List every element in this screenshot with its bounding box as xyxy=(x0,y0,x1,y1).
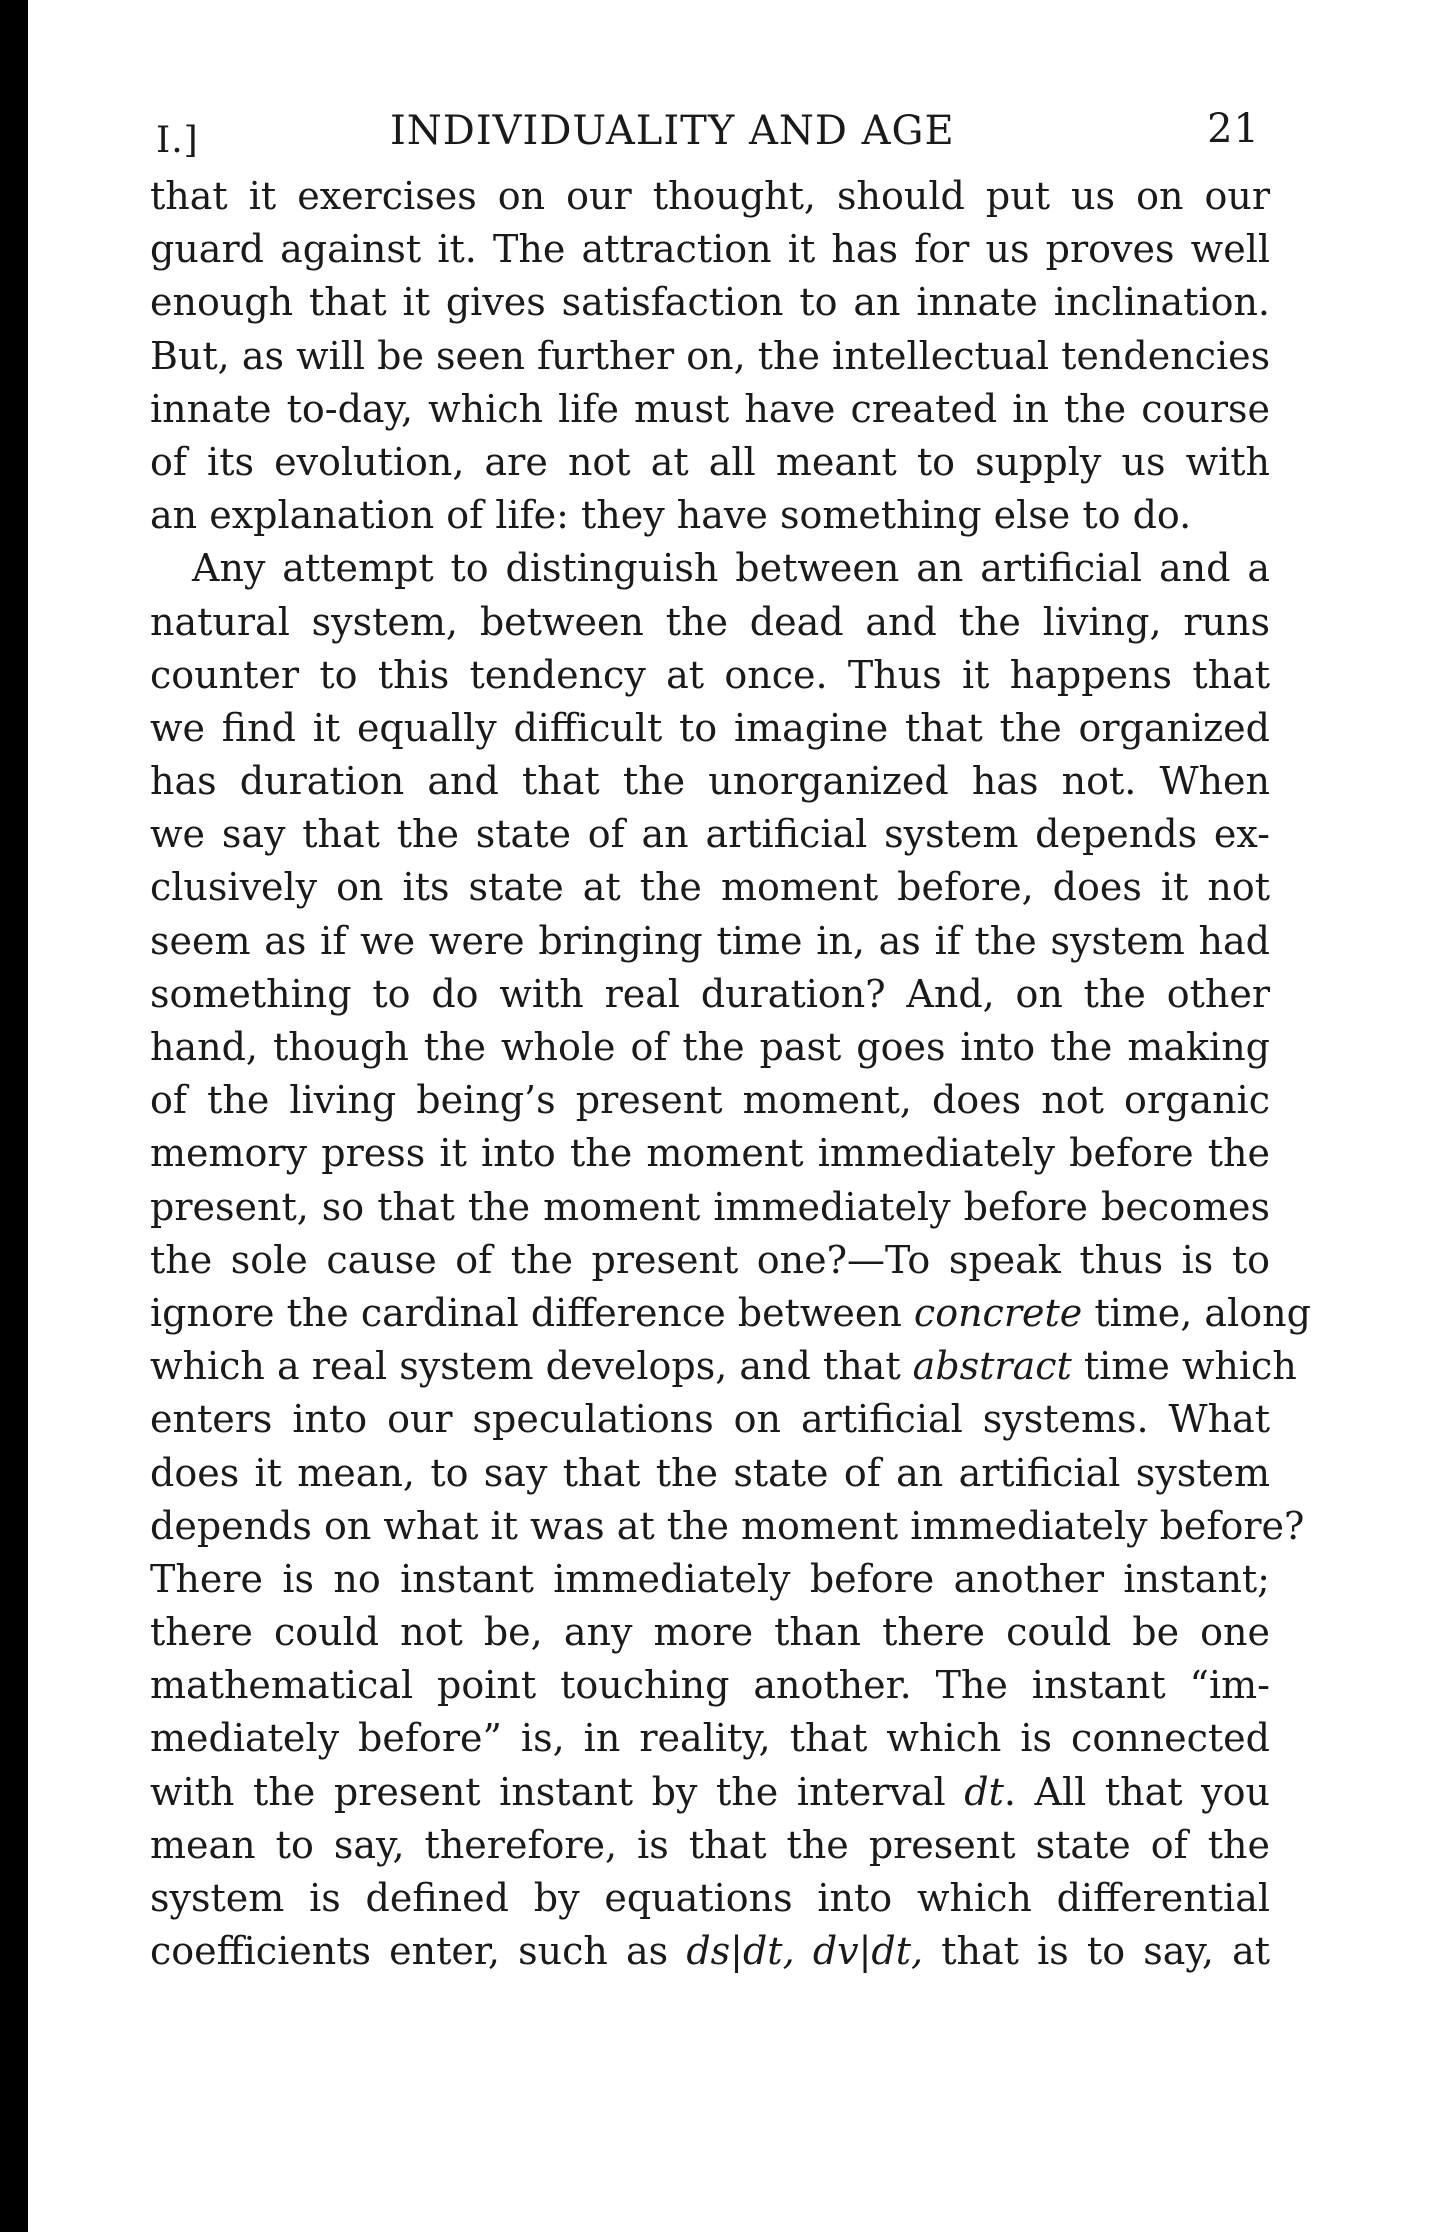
text-line: enters into our speculations on artificial systems. What xyxy=(150,1397,1270,1442)
text-line: memory press it into the moment immediately before the xyxy=(150,1131,1270,1176)
italic-term: dt xyxy=(964,1769,1004,1814)
text-line: guard against it. The attraction it has for us proves well xyxy=(150,227,1270,272)
text-line: seem as if we were bringing time in, as if the system had xyxy=(150,918,1270,963)
text-line: There is no instant immediately before another instant; xyxy=(150,1556,1270,1601)
chapter-marker: I.] xyxy=(156,120,199,161)
text-line: we say that the state of an artificial system depends ex- xyxy=(150,812,1270,857)
italic-term: ds|dt, dv|dt, xyxy=(686,1929,924,1974)
text-line: which a real system develops, and that abstract time which xyxy=(150,1344,1297,1389)
text-line: innate to-day, which life must have created in the course xyxy=(150,386,1270,431)
italic-term: abstract xyxy=(912,1344,1072,1389)
text-line: something to do with real duration? And, on the other xyxy=(150,971,1270,1016)
text-line: mean to say, therefore, is that the present state of the xyxy=(150,1822,1270,1867)
text-line: depends on what it was at the moment immediately before? xyxy=(150,1503,1305,1548)
text-line: system is defined by equations into which differential xyxy=(150,1876,1270,1920)
text-line: present, so that the moment immediately before becomes xyxy=(150,1184,1270,1229)
scan-binding-edge xyxy=(0,0,28,2232)
text-line: But, as will be seen further on, the intellectual tendencies xyxy=(150,333,1271,378)
text-line: clusively on its state at the moment before, does it not xyxy=(150,865,1270,910)
page-number: 21 xyxy=(1207,106,1260,152)
text-line: we find it equally difficult to imagine that the organized xyxy=(150,705,1270,750)
text-line: hand, though the whole of the past goes into the making xyxy=(150,1025,1270,1069)
text-line: coefficients enter, such as ds|dt, dv|dt, that is to say, at xyxy=(150,1929,1271,1974)
text-line: mathematical point touching another. The instant “im- xyxy=(150,1663,1270,1708)
text-line: natural system, between the dead and the living, runs xyxy=(150,599,1270,644)
text-line: has duration and that the unorganized has not. When xyxy=(150,759,1270,804)
text-line: enough that it gives satisfaction to an innate inclination. xyxy=(150,280,1270,325)
running-header xyxy=(150,100,1270,170)
text-line: does it mean, to say that the state of an artificial system xyxy=(150,1450,1270,1495)
text-line: ignore the cardinal difference between concrete time, along xyxy=(150,1290,1311,1335)
running-title: INDIVIDUALITY AND AGE xyxy=(390,108,955,154)
text-line: with the present instant by the interval dt. All that you xyxy=(150,1769,1270,1814)
text-line: counter to this tendency at once. Thus it happens that xyxy=(150,652,1270,697)
text-line: the sole cause of the present one?—To speak thus is to xyxy=(150,1237,1270,1282)
text-line: of the living being’s present moment, does not organic xyxy=(150,1078,1270,1123)
italic-term: concrete xyxy=(913,1290,1083,1335)
text-line: mediately before” is, in reality, that which is connected xyxy=(150,1716,1270,1761)
book-page xyxy=(150,100,1311,1978)
text-line: there could not be, any more than there could be one xyxy=(150,1610,1270,1655)
body-text xyxy=(150,170,1311,1978)
text-line: that it exercises on our thought, should put us on our xyxy=(150,174,1270,218)
paragraph-start-line: Any attempt to distinguish between an artificial and a xyxy=(192,546,1270,591)
text-line: an explanation of life: they have something else to do. xyxy=(150,493,1192,538)
text-line: of its evolution, are not at all meant to supply us with xyxy=(150,439,1270,484)
